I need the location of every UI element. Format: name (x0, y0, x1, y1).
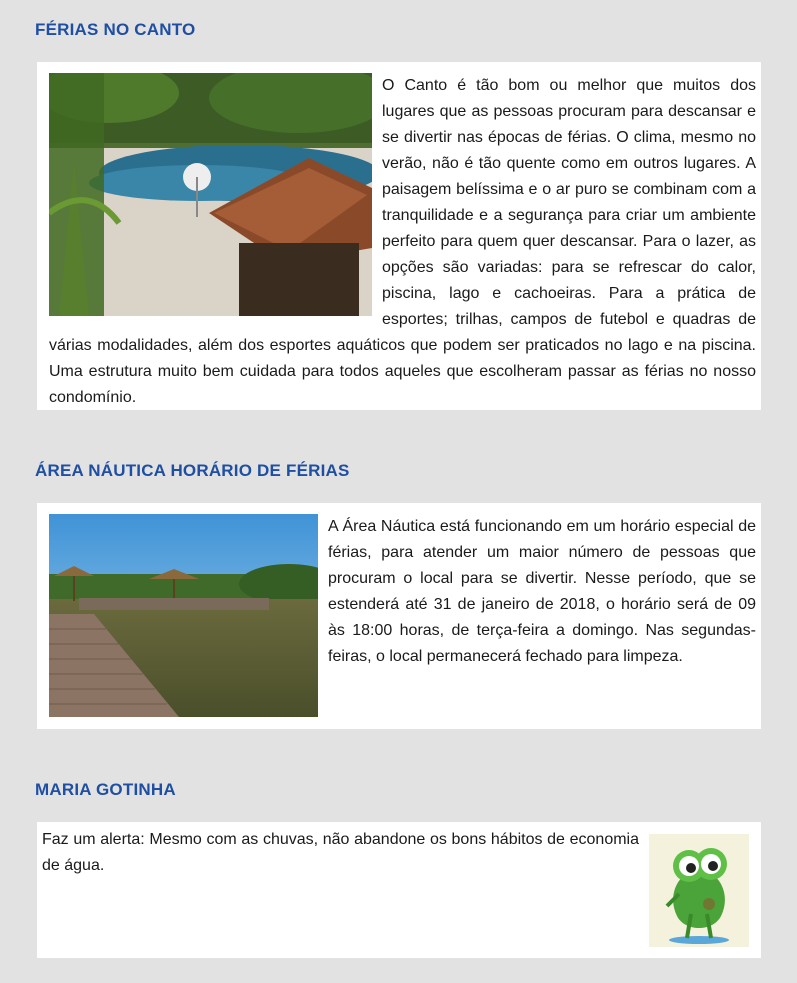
pool-resort-photo (49, 73, 372, 316)
card-area-nautica (37, 503, 761, 729)
card-ferias (37, 62, 761, 410)
lake-dock-photo (49, 514, 318, 717)
section-title-ferias: FÉRIAS NO CANTO (35, 20, 196, 39)
green-drop-mascot (649, 834, 749, 947)
ferias-text: O Canto é tão bom ou melhor que muitos dos lugares que as pessoas procuram para descansar e se divertir nas épocas de férias. O clima, mesmo no verão, não é tão quente como em outros lugares. A paisagem belíssima e o ar puro se combinam com a tranquilidade e a segurança para criar um ambiente perfeito para quem quer descansar. Para o lazer, as opções são variadas: para se refrescar do calor, piscina, lago e cachoeiras. Para a prática de esportes; trilhas, campos de futebol e quadras de várias modalidades, além dos esportes aquáticos que podem ser praticados no lago e na piscina. Uma estrutura muito bem cuidada para todos aqueles que escolheram passar as férias no nosso condomínio. (49, 77, 756, 406)
maria-gotinha-text: Faz um alerta: Mesmo com as chuvas, não abandone os bons hábitos de economia de água. (42, 831, 639, 874)
card-maria-gotinha (37, 822, 761, 958)
section-title-area-nautica: ÁREA NÁUTICA HORÁRIO DE FÉRIAS (35, 461, 350, 480)
area-nautica-text: A Área Náutica está funcionando em um horário especial de férias, para atender um maior número de pessoas que procuram o local para se divertir. Nesse período, que se estenderá até 31 de janeiro de 2018, o horário será de 09 às 18:00 horas, de terça-feira a domingo. Nas segundas-feiras, o local permanecerá fechado para limpeza. (328, 518, 756, 665)
section-title-maria-gotinha: MARIA GOTINHA (35, 780, 176, 799)
